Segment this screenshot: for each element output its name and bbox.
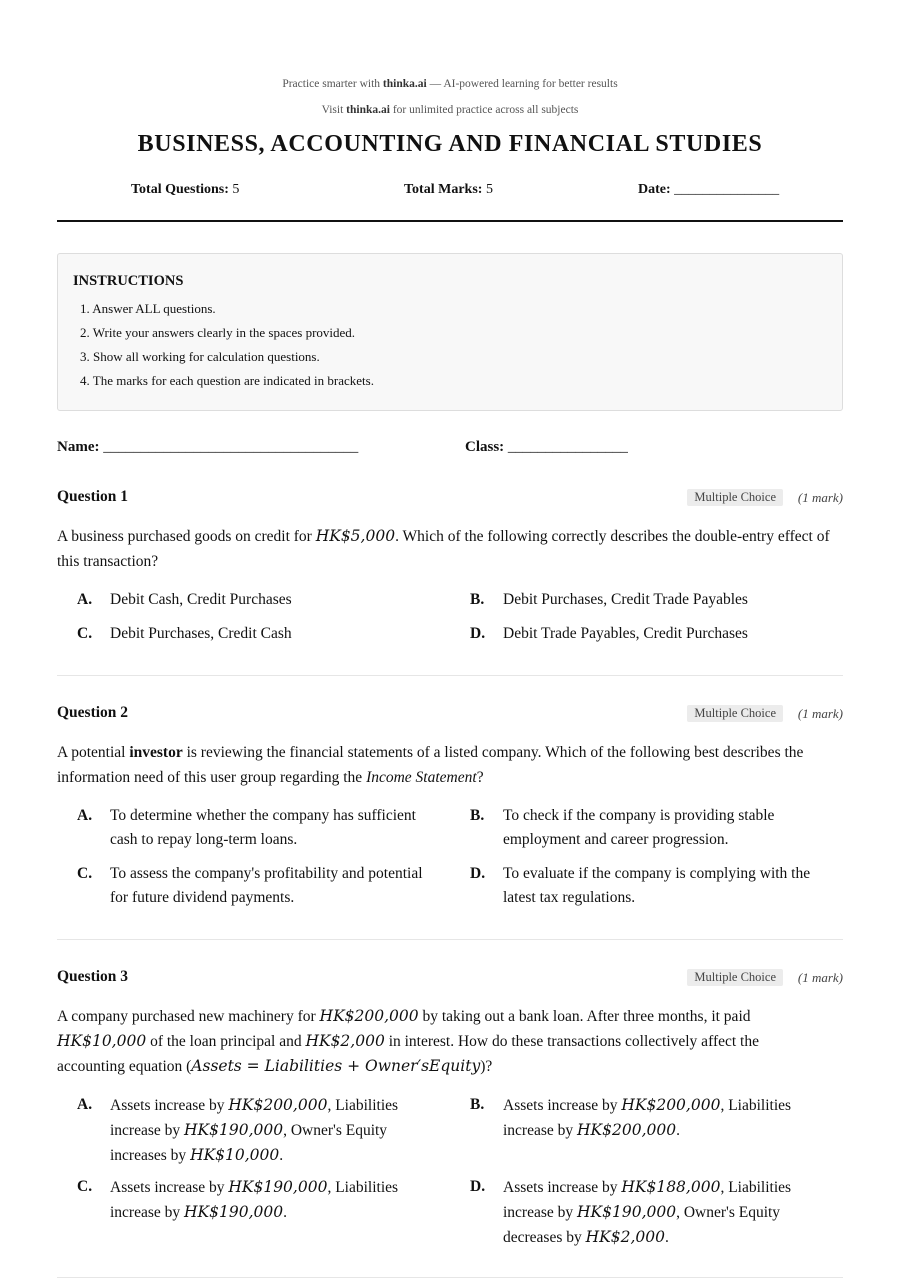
math-amount: HK$190,000: [228, 1178, 328, 1196]
question-type-badge: Multiple Choice: [687, 969, 783, 986]
question-divider: [57, 675, 843, 676]
math-amount: HK$2,000: [305, 1032, 385, 1050]
question-text-part: ?: [476, 769, 484, 786]
math-equation: Assets = Liabilities + Owner′sEquity: [191, 1057, 481, 1075]
question-text-part: A company purchased new machinery for: [57, 1008, 320, 1025]
math-amount: HK$5,000: [315, 527, 396, 545]
question-text-part: . Which of the following correctly describes the double-entry effect of this transaction?: [57, 528, 830, 570]
option-text-line: latest tax regulations.: [503, 889, 636, 906]
option-text-part: increase by: [503, 1122, 578, 1139]
total-marks-value: 5: [485, 182, 493, 197]
question-type-badge: Multiple Choice: [687, 705, 783, 722]
option-text-part: Assets increase by: [503, 1179, 622, 1196]
question-text: [57, 1004, 843, 1079]
option-text: [110, 1093, 398, 1168]
question-divider: [57, 939, 843, 940]
promo-text: Visit: [321, 104, 347, 116]
promo-text: Practice smarter with: [282, 78, 383, 90]
question-title: Question 2: [57, 704, 129, 721]
math-amount: HK$200,000: [621, 1096, 721, 1114]
math-amount: HK$190,000: [184, 1121, 284, 1139]
class-blank: ________________: [507, 439, 628, 455]
options-list: [57, 804, 843, 904]
option-letter: C.: [77, 865, 93, 882]
option-text: [110, 804, 416, 852]
header-divider: [57, 220, 843, 222]
promo-text: for unlimited practice across all subjects: [389, 104, 579, 116]
option-text-line: To evaluate if the company is complying with the: [503, 865, 811, 882]
math-amount: HK$200,000: [577, 1121, 677, 1139]
option-letter: B.: [470, 591, 485, 608]
option-letter: D.: [470, 625, 486, 642]
instructions-box: [57, 253, 843, 411]
option-text-part: decreases by: [503, 1229, 586, 1246]
instruction-item: 3. Show all working for calculation questions.: [80, 349, 320, 364]
option-text-part: .: [279, 1147, 284, 1164]
total-questions: [131, 182, 239, 198]
option-letter: B.: [470, 807, 485, 824]
option-text: [110, 862, 423, 910]
option-text: Debit Purchases, Credit Cash: [110, 625, 292, 642]
math-amount: HK$2,000: [585, 1228, 665, 1246]
options-list: [57, 1093, 843, 1246]
promo-line-1: [57, 78, 843, 90]
promo-line-2: [57, 104, 843, 116]
math-amount: HK$190,000: [577, 1203, 677, 1221]
option-text: Debit Cash, Credit Purchases: [110, 591, 292, 608]
promo-text: — AI-powered learning for better results: [426, 78, 618, 90]
option-letter: D.: [470, 865, 486, 882]
question-marks: (1 mark): [797, 490, 843, 505]
question-text-part: A potential: [57, 744, 130, 761]
math-amount: HK$200,000: [319, 1007, 419, 1025]
question-1: [57, 488, 843, 648]
option-text-line: To determine whether the company has sufficient: [110, 807, 416, 824]
date-blank: _______________: [674, 182, 780, 197]
question-text: [57, 524, 843, 574]
option-letter: B.: [470, 1096, 485, 1113]
instructions-title: INSTRUCTIONS: [73, 273, 184, 289]
question-text-part: of the loan principal and: [146, 1033, 306, 1050]
name-blank: __________________________________: [103, 439, 359, 455]
math-amount: HK$200,000: [228, 1096, 328, 1114]
option-text-part: .: [664, 1229, 669, 1246]
option-text-part: increase by: [110, 1204, 185, 1221]
option-text-part: Assets increase by: [110, 1179, 229, 1196]
instruction-item: 1. Answer ALL questions.: [80, 301, 216, 316]
date-field: [638, 182, 779, 198]
option-text-part: , Owner's Equity: [676, 1204, 781, 1221]
option-text-part: .: [283, 1204, 287, 1221]
option-text: [503, 862, 810, 910]
option-text-line: employment and career progression.: [503, 831, 729, 848]
math-amount: HK$190,000: [184, 1203, 284, 1221]
total-questions-label: Total Questions:: [131, 182, 229, 197]
total-marks-label: Total Marks:: [404, 182, 483, 197]
option-text-part: increases by: [110, 1147, 191, 1164]
option-text: [503, 1175, 791, 1250]
question-title: Question 1: [57, 488, 129, 505]
option-text-part: Assets increase by: [110, 1097, 229, 1114]
option-letter: A.: [77, 807, 93, 824]
name-label: Name:: [57, 439, 100, 455]
math-amount: HK$10,000: [57, 1032, 147, 1050]
option-letter: C.: [77, 625, 93, 642]
option-text-part: , Liabilities: [720, 1097, 792, 1114]
class-field: [465, 439, 628, 456]
question-2: [57, 704, 843, 904]
question-text-part: in interest. How do these transactions collectively affect the: [384, 1033, 759, 1050]
question-text-part: )?: [480, 1058, 493, 1075]
option-text-part: , Liabilities: [327, 1097, 399, 1114]
class-label: Class:: [465, 439, 505, 455]
option-text: [503, 804, 774, 852]
question-text-part: is reviewing the financial statements of a listed company. Which of the following best describes the information need of this user group regarding the: [57, 744, 804, 786]
option-text-line: To check if the company is providing stable: [503, 807, 775, 824]
option-letter: A.: [77, 1096, 93, 1113]
question-text-part: by taking out a bank loan. After three months, it paid: [418, 1008, 751, 1025]
promo-brand-link[interactable]: thinka.ai: [382, 78, 427, 90]
question-marks: (1 mark): [797, 706, 843, 721]
question-text-bold: investor: [129, 744, 183, 761]
option-text-part: Assets increase by: [503, 1097, 622, 1114]
question-type-badge: Multiple Choice: [687, 489, 783, 506]
option-text: Debit Trade Payables, Credit Purchases: [503, 625, 748, 642]
instruction-item: 4. The marks for each question are indicated in brackets.: [80, 373, 374, 388]
date-label: Date:: [638, 182, 671, 197]
option-text-line: for future dividend payments.: [110, 889, 295, 906]
option-text-part: .: [676, 1122, 680, 1139]
option-text: Debit Purchases, Credit Trade Payables: [503, 591, 748, 608]
option-text-part: increase by: [110, 1122, 185, 1139]
math-amount: HK$10,000: [190, 1146, 280, 1164]
question-text-italic: Income Statement: [366, 769, 477, 786]
name-field: [57, 439, 358, 456]
question-header: [57, 704, 843, 726]
option-text-part: , Owner's Equity: [283, 1122, 388, 1139]
question-3: [57, 968, 843, 1246]
question-text-part: A business purchased goods on credit for: [57, 528, 316, 545]
question-text: [57, 740, 843, 790]
question-header: [57, 488, 843, 510]
option-text: [110, 1175, 398, 1225]
option-letter: D.: [470, 1178, 486, 1195]
instruction-item: 2. Write your answers clearly in the spaces provided.: [80, 325, 356, 340]
option-text-line: To assess the company's profitability and potential: [110, 865, 423, 882]
question-marks: (1 mark): [797, 970, 843, 985]
option-text-part: , Liabilities: [327, 1179, 399, 1196]
total-marks: [404, 182, 493, 198]
option-letter: C.: [77, 1178, 93, 1195]
option-text-line: cash to repay long-term loans.: [110, 831, 298, 848]
instructions-list: [80, 300, 374, 396]
option-letter: A.: [77, 591, 93, 608]
question-header: [57, 968, 843, 990]
options-list: [57, 588, 843, 648]
page-title: BUSINESS, ACCOUNTING AND FINANCIAL STUDIES: [137, 131, 763, 157]
promo-brand-link[interactable]: thinka.ai: [346, 104, 390, 116]
option-text-part: , Liabilities: [720, 1179, 792, 1196]
option-text: [503, 1093, 791, 1143]
question-title: Question 3: [57, 968, 129, 985]
total-questions-value: 5: [232, 182, 240, 197]
question-text-part: accounting equation (: [57, 1058, 192, 1075]
math-amount: HK$188,000: [621, 1178, 721, 1196]
option-text-part: increase by: [503, 1204, 578, 1221]
question-divider: [57, 1277, 843, 1278]
